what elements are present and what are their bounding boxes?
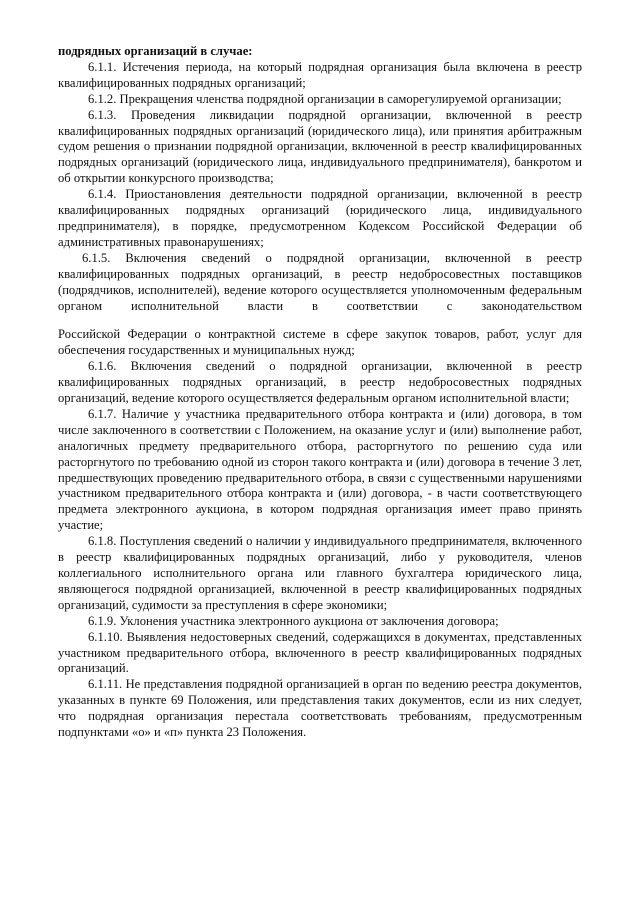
clause-6-1-7: 6.1.7. Наличие у участника предварительного отбора контракта и (или) договора, в том числе заключенного в соответствии с Положением, на оказание услуг и (или) выполнение работ, аналогичных предмету предварительного отбора, расторгнутого по решению суда или расторгнутого по требованию одной из сторон такого контракта и (или) договора в течение 3 лет, предшествующих проведению предварительного отбора, в связи с существенными нарушениями участником предварительного отбора контракта и (или) договора, - в части соответствующего предмета электронного аукциона, в котором подрядная организация имеет право принять участие;	[58, 406, 582, 533]
clause-6-1-6: 6.1.6. Включения сведений о подрядной организации, включенной в реестр квалифицированных подрядных организаций, в реестр недобросовестных подрядных организаций, ведение которого осуществляется федеральным органом исполнительной власти;	[58, 359, 582, 406]
clause-6-1-5-continuation: Российской Федерации о контрактной системе в сфере закупок товаров, работ, услуг для обеспечения государственных и муниципальных нужд;	[58, 327, 582, 358]
continuation-heading: подрядных организаций в случае:	[58, 44, 253, 58]
clause-6-1-11: 6.1.11. Не представления подрядной организацией в орган по ведению реестра документов, указанных в пункте 69 Положения, или представления таких документов, если из них следует, что подрядная организация перестала соответствовать требованиям, предусмотренным подпунктами «о» и «п» пункта 23 Положения.	[58, 677, 582, 740]
clause-6-1-3: 6.1.3. Проведения ликвидации подрядной организации, включенной в реестр квалифицированных подрядных организаций (юридического лица), или принятия арбитражным судом решения о признании подрядной организации, включенной в реестр квалифицированных подрядных организаций (юридического лица, индивидуального предпринимателя), банкротом и об открытии конкурсного производства;	[58, 107, 582, 186]
clause-6-1-10: 6.1.10. Выявления недостоверных сведений, содержащихся в документах, представленных участником предварительного отбора, включенного в реестр квалифицированных подрядных организаций.	[58, 629, 582, 676]
clause-6-1-1: 6.1.1. Истечения периода, на который подрядная организация была включена в реестр квалифицированных подрядных организаций;	[58, 59, 582, 90]
clause-6-1-4: 6.1.4. Приостановления деятельности подрядной организации, включенной в реестр квалифицированных подрядных организаций (юридического лица, индивидуального предпринимателя), в порядке, предусмотренном Кодексом Российской Федерации об административных правонарушениях;	[58, 187, 582, 249]
clause-6-1-9: 6.1.9. Уклонения участника электронного аукциона от заключения договора;	[88, 613, 499, 628]
clause-6-1-2: 6.1.2. Прекращения членства подрядной организации в саморегулируемой организации;	[88, 91, 562, 106]
clause-6-1-8: 6.1.8. Поступления сведений о наличии у индивидуального предпринимателя, включенного в реестр квалифицированных подрядных организаций, либо у руководителя, членов коллегиального исполнительного органа или главного бухгалтера юридического лица, являющегося подрядной организацией, включенной в реестр квалифицированных подрядных организаций, судимости за преступления в сфере экономики;	[58, 534, 582, 612]
clause-6-1-5: 6.1.5. Включения сведений о подрядной организации, включенной в реестр квалифицированных подрядных организаций, в реестр недобросовестных поставщиков (подрядчиков, исполнителей), ведение которого осуществляется уполномоченным федеральным органом исполнительной власти в соответствии с законодательством	[58, 250, 582, 313]
